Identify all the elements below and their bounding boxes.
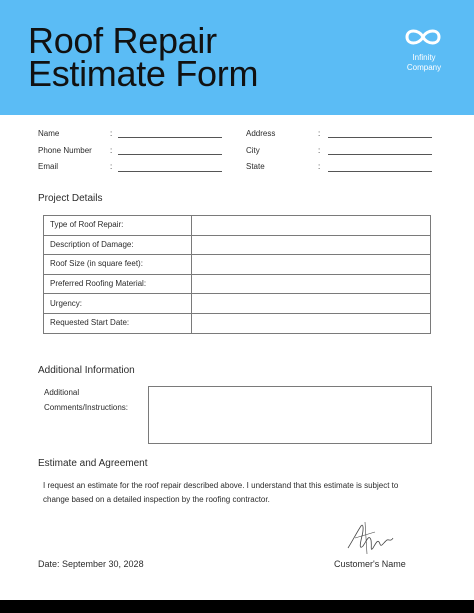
company-name-line-1: Infinity <box>412 53 436 62</box>
row-label: Preferred Roofing Material: <box>44 274 192 294</box>
row-value-field[interactable] <box>192 235 431 255</box>
row-value-field[interactable] <box>192 313 431 333</box>
city-label: City <box>246 146 260 155</box>
state-label: State <box>246 162 265 171</box>
page-title <box>28 20 259 94</box>
phone-colon: : <box>110 146 113 155</box>
row-value-field[interactable] <box>192 294 431 314</box>
agreement-title: Estimate and Agreement <box>38 458 148 469</box>
comments-label-line-2: Comments/Instructions: <box>44 403 129 412</box>
customer-name-label: Customer's Name <box>334 559 406 569</box>
table-row <box>44 274 431 294</box>
table-row <box>44 294 431 314</box>
additional-info-title: Additional Information <box>38 365 135 376</box>
row-label: Description of Damage: <box>44 235 192 255</box>
state-colon: : <box>318 162 321 171</box>
project-details-table <box>43 215 431 334</box>
row-label: Requested Start Date: <box>44 313 192 333</box>
name-field[interactable] <box>118 137 222 138</box>
table-row <box>44 235 431 255</box>
row-value-field[interactable] <box>192 274 431 294</box>
email-label: Email <box>38 162 59 171</box>
date-text: Date: September 30, 2028 <box>38 559 144 569</box>
name-colon: : <box>110 129 113 138</box>
table-row <box>44 255 431 275</box>
row-label: Roof Size (in square feet): <box>44 255 192 275</box>
address-label: Address <box>246 129 276 138</box>
email-colon: : <box>110 162 113 171</box>
signature-image <box>345 518 397 558</box>
infinity-icon <box>403 25 443 49</box>
phone-field[interactable] <box>118 154 222 155</box>
title-line-1: Roof Repair <box>28 20 217 61</box>
name-label: Name <box>38 129 60 138</box>
company-name-line-2: Company <box>406 63 442 72</box>
row-label: Type of Roof Repair: <box>44 216 192 236</box>
project-details-title: Project Details <box>38 193 103 204</box>
header-banner <box>0 0 474 115</box>
row-label: Urgency: <box>44 294 192 314</box>
agreement-text: I request an estimate for the roof repair described above. I understand that this estimate is subject to change based on a detailed inspection by the roofing contractor. <box>43 481 399 504</box>
title-line-2: Estimate Form <box>28 53 259 94</box>
comments-label-line-1: Additional <box>44 388 80 397</box>
address-field[interactable] <box>328 137 432 138</box>
row-value-field[interactable] <box>192 255 431 275</box>
address-colon: : <box>318 129 321 138</box>
phone-label: Phone Number <box>38 146 92 155</box>
comments-textarea[interactable] <box>148 386 432 444</box>
row-value-field[interactable] <box>192 216 431 236</box>
table-row <box>44 216 431 236</box>
table-row <box>44 313 431 333</box>
state-field[interactable] <box>328 171 432 172</box>
city-colon: : <box>318 146 321 155</box>
bottom-bar <box>0 600 474 613</box>
email-field[interactable] <box>118 171 222 172</box>
city-field[interactable] <box>328 154 432 155</box>
